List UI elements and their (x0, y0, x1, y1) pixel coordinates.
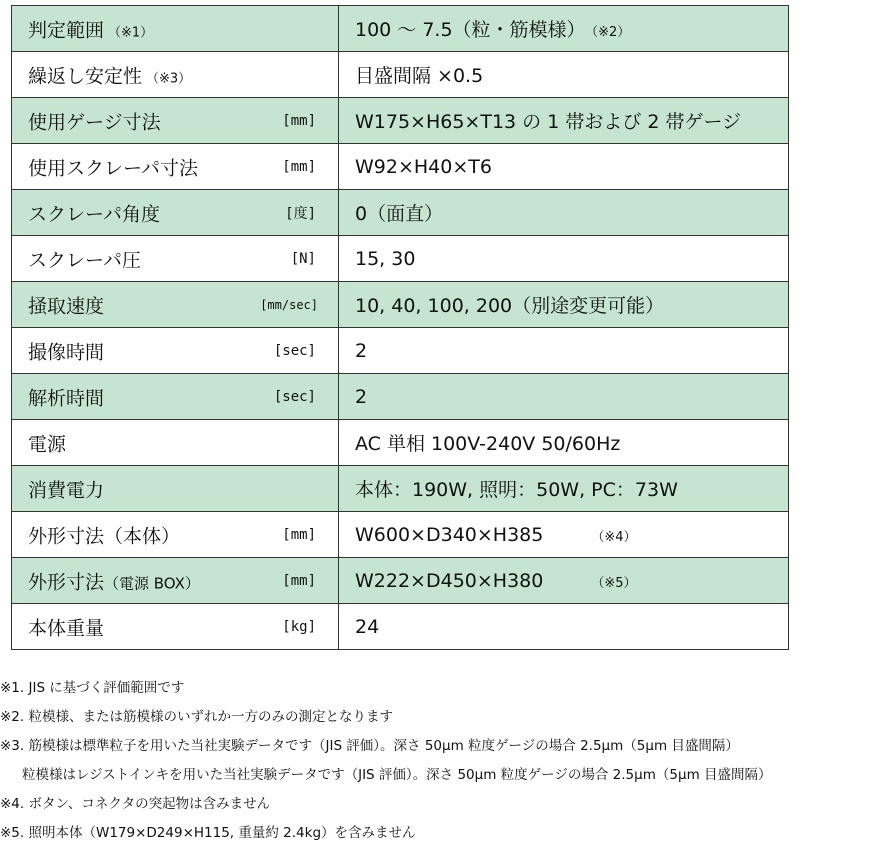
table-row (12, 6, 789, 52)
row-label-small: （電源 BOX） (104, 574, 200, 592)
row-unit: [kg] (282, 618, 316, 635)
row-label: 判定範囲 (28, 19, 105, 41)
row-label: スクレーパ角度 (28, 203, 161, 225)
table-row (12, 420, 789, 466)
footnote: 粒模様はレジストインキを用いた当社実験データです（JIS 評価）。深さ 50μm 粒度ゲージの場合 2.5μm（5μm 目盛間隔） (22, 767, 772, 783)
row-label-cell (12, 6, 339, 52)
row-value: 0（面直） (355, 203, 444, 225)
row-value: 2 (355, 339, 368, 362)
row-label-note: （※1） (108, 25, 154, 40)
row-value-cell (339, 604, 789, 650)
row-value-note: （※4） (591, 529, 637, 545)
row-value-cell (339, 328, 789, 374)
table-row (12, 190, 789, 236)
footnote: ※2. 粒模様、または筋模様のいずれか一方のみの測定となります (0, 709, 393, 725)
row-label-cell (12, 98, 339, 144)
row-value: W175×H65×T13 の 1 帯および 2 帯ゲージ (355, 111, 742, 133)
footnote: ※3. 筋模様は標準粒子を用いた当社実験データです（JIS 評価）。深さ 50μm 粒度ゲージの場合 2.5μm（5μm 目盛間隔） (0, 738, 739, 754)
row-unit: [mm] (282, 158, 316, 175)
row-value-cell (339, 512, 789, 558)
row-unit: [mm] (282, 526, 316, 543)
table-row (12, 236, 789, 282)
row-label-cell (12, 558, 339, 604)
row-unit: [mm] (282, 112, 316, 129)
table-row (12, 52, 789, 98)
row-label-cell (12, 420, 339, 466)
row-value: 目盛間隔 ×0.5 (355, 65, 484, 87)
table-row (12, 512, 789, 558)
row-value: AC 単相 100V-240V 50/60Hz (355, 433, 621, 455)
row-unit: [mm] (282, 572, 316, 589)
row-label: 使用スクレーパ寸法 (28, 157, 199, 179)
row-value-cell (339, 52, 789, 98)
table-row (12, 144, 789, 190)
footnote: ※4. ボタン、コネクタの突起物は含みません (0, 796, 271, 812)
row-label-cell (12, 374, 339, 420)
footnote: ※5. 照明本体（W179×D249×H115, 重量約 2.4kg）を含みません (0, 825, 416, 841)
row-label-cell (12, 282, 339, 328)
row-label-cell (12, 144, 339, 190)
row-label: 電源 (28, 433, 67, 455)
row-label-cell (12, 512, 339, 558)
row-value-note: （※5） (591, 575, 637, 591)
row-value-cell (339, 6, 789, 52)
row-unit: [度] (285, 205, 316, 222)
row-value: W600×D340×H385 (355, 523, 544, 546)
row-label-cell (12, 604, 339, 650)
table-row (12, 466, 789, 512)
row-value: 15, 30 (355, 247, 416, 270)
row-label-note: （※3） (146, 71, 192, 86)
row-label: 消費電力 (28, 479, 105, 501)
row-value-cell (339, 236, 789, 282)
row-label: 解析時間 (28, 387, 105, 409)
row-label-cell (12, 328, 339, 374)
row-label: 掻取速度 (28, 295, 105, 317)
row-value-cell (339, 466, 789, 512)
table-row (12, 328, 789, 374)
row-label: 外形寸法（本体） (28, 525, 181, 547)
row-unit: [N] (290, 250, 316, 267)
row-unit: [sec] (273, 342, 316, 359)
row-label: スクレーパ圧 (28, 249, 142, 271)
row-value-cell (339, 190, 789, 236)
row-unit: [mm/sec] (260, 297, 318, 312)
row-value-cell (339, 420, 789, 466)
row-value: 本体：190W, 照明：50W, PC：73W (355, 479, 678, 501)
spec-table (11, 5, 789, 650)
footnotes (0, 674, 876, 848)
row-value: 2 (355, 385, 368, 408)
row-value: 24 (355, 615, 380, 638)
row-label: 外形寸法 (28, 571, 105, 593)
table-row (12, 604, 789, 650)
row-value-cell (339, 558, 789, 604)
row-value-cell (339, 374, 789, 420)
row-label: 本体重量 (28, 617, 105, 639)
table-row (12, 98, 789, 144)
row-unit: [sec] (273, 388, 316, 405)
row-value: W92×H40×T6 (355, 155, 492, 178)
row-value-note: （※2） (591, 25, 631, 40)
row-value-cell (339, 282, 789, 328)
row-label-cell (12, 190, 339, 236)
row-value: 10, 40, 100, 200（別途変更可能） (355, 295, 665, 317)
row-value-cell (339, 144, 789, 190)
footnote: ※1. JIS に基づく評価範囲です (0, 680, 185, 696)
table-row (12, 558, 789, 604)
row-value: W222×D450×H380 (355, 569, 544, 592)
row-value-cell (339, 98, 789, 144)
row-value: 100 ～ 7.5（粒・筋模様） (355, 19, 586, 41)
row-label: 使用ゲージ寸法 (28, 111, 161, 133)
row-label-cell (12, 466, 339, 512)
row-label: 撮像時間 (28, 341, 105, 363)
row-label-cell (12, 52, 339, 98)
row-label-cell (12, 236, 339, 282)
table-row (12, 282, 789, 328)
table-row (12, 374, 789, 420)
row-label: 繰返し安定性 (28, 65, 143, 87)
